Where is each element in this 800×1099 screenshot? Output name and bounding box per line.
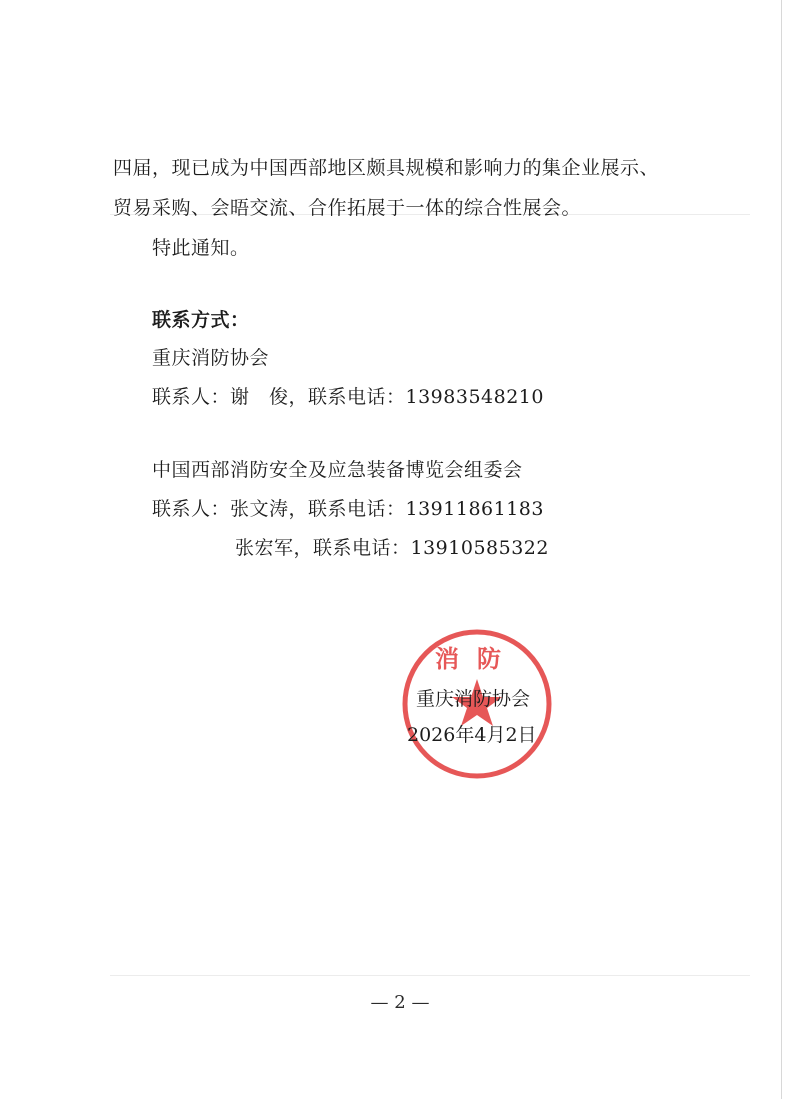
contact-person-1: 联系人：谢 俊，联系电话：13983548210 [152,386,544,408]
contact-heading: 联系方式： [152,309,250,331]
notice-text: 特此通知。 [152,237,250,259]
contact-person-2: 联系人：张文涛，联系电话：13911861183 [152,498,544,520]
contact-person-3: 张宏军，联系电话：13910585322 [235,537,549,559]
paragraph-line-1: 四届，现已成为中国西部地区颇具规模和影响力的集企业展示、 [113,157,660,179]
scan-artifact-line [110,975,750,976]
contact-org-1: 重庆消防协会 [152,347,270,369]
paragraph-line-2: 贸易采购、会晤交流、合作拓展于一体的综合性展会。 [113,197,582,219]
signature-date: 2026年4月2日 [407,724,537,746]
page-number: — 2 — [370,992,430,1013]
signature-org: 重庆消防协会 [416,688,531,710]
contact-org-2: 中国西部消防安全及应急装备博览会组委会 [152,459,523,481]
svg-text:消防: 消防 [435,645,519,673]
page-edge [781,0,782,1099]
